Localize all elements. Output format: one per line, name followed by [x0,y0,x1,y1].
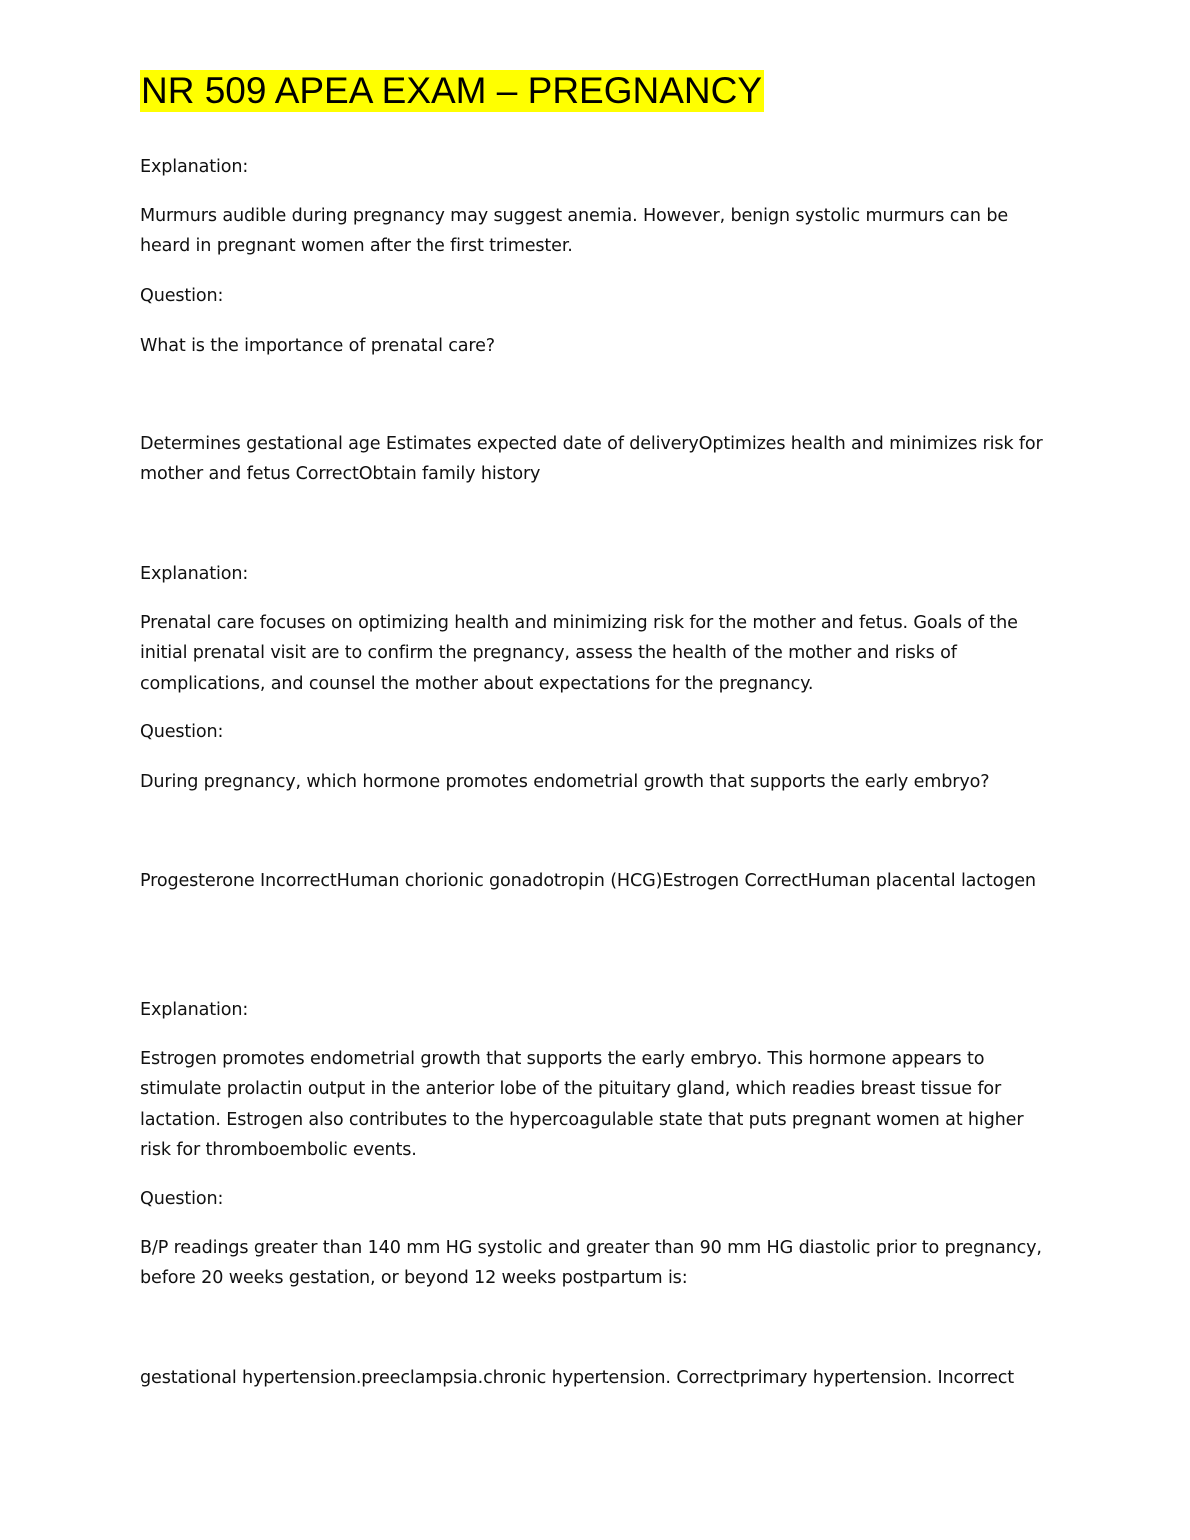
answer-options: gestational hypertension.preeclampsia.chronic hypertension. Correctprimary hypertension. Incorrect [140,1368,1015,1388]
explanation-label: Explanation: [140,1000,249,1020]
explanation-text: Prenatal care focuses on optimizing health and minimizing risk for the mother and fetus. Goals of the initial prenatal visit are to confirm the pregnancy, assess the health of the mother and risks of complications, and counsel the mother about expectations for the pregnancy. [140,613,1018,694]
explanation-text: Murmurs audible during pregnancy may suggest anemia. However, benign systolic murmurs can be heard in pregnant women after the first trimester. [140,206,1009,257]
question-text: What is the importance of prenatal care? [140,336,495,356]
answer-options: Progesterone IncorrectHuman chorionic gonadotropin (HCG)Estrogen CorrectHuman placental lactogen [140,871,1036,891]
question-label: Question: [140,286,224,306]
question-label: Question: [140,722,224,742]
explanation-label: Explanation: [140,157,249,177]
explanation-text: Estrogen promotes endometrial growth that supports the early embryo. This hormone appears to stimulate prolactin output in the anterior lobe of the pituitary gland, which readies breast tissue for lactation. Estrogen also contributes to the hypercoagulable state that puts pregnant women at higher risk for thromboembolic events. [140,1049,1024,1160]
question-text: During pregnancy, which hormone promotes endometrial growth that supports the early embryo? [140,772,990,792]
question-label: Question: [140,1189,224,1209]
document-title: NR 509 APEA EXAM – PREGNANCY [141,70,763,111]
question-text: B/P readings greater than 140 mm HG systolic and greater than 90 mm HG diastolic prior to pregnancy, before 20 weeks gestation, or beyond 12 weeks postpartum is: [140,1238,1042,1289]
explanation-label: Explanation: [140,564,249,584]
answer-options: Determines gestational age Estimates expected date of deliveryOptimizes health and minimizes risk for mother and fetus CorrectObtain family history [140,434,1043,485]
